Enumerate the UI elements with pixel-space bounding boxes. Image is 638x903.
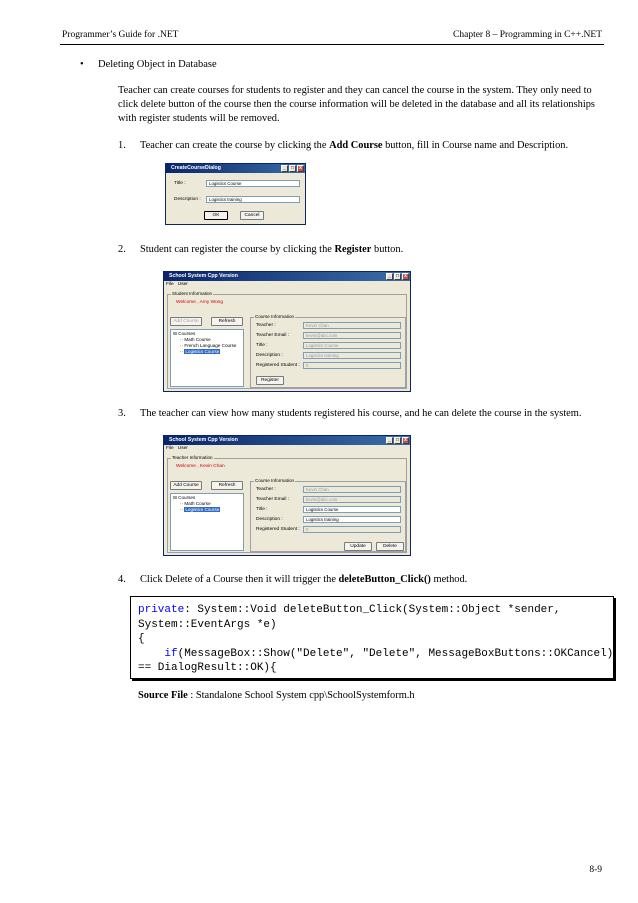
close-icon[interactable]: x: [402, 273, 409, 280]
teacher-email-label: Teacher Email :: [256, 497, 290, 502]
minimize-icon[interactable]: _: [386, 273, 393, 280]
description-field[interactable]: Logistics training: [303, 516, 401, 523]
cancel-button[interactable]: Cancel: [240, 211, 264, 220]
title-label: Title :: [174, 181, 186, 186]
source-file-note: Source File : Standalone School System cpp\SchoolSystemform.h: [138, 690, 415, 701]
course-title-field[interactable]: Logistics Course: [303, 506, 401, 513]
tree-node-course-selected[interactable]: ·· Logistics Course: [180, 507, 220, 512]
menu-user[interactable]: User: [177, 282, 188, 287]
teacher-email-field[interactable]: kevin@abc.com: [303, 496, 401, 503]
group-label: Student Information: [172, 291, 213, 296]
register-button[interactable]: Register: [256, 376, 284, 385]
delete-button[interactable]: Delete: [376, 542, 404, 551]
group-label: Course Information: [255, 478, 295, 483]
collapse-icon[interactable]: ⊟: [173, 495, 179, 500]
section-title: Deleting Object in Database: [98, 59, 217, 70]
code-keyword: private: [138, 604, 185, 616]
bullet-icon: •: [80, 59, 84, 70]
step-number: 2.: [118, 244, 126, 255]
welcome-text: Welcome , Amy Wong: [176, 300, 224, 305]
teacher-label: Teacher :: [256, 487, 276, 492]
course-title-field[interactable]: Logistics Course: [303, 342, 401, 349]
registered-student-label: Registered Student :: [256, 363, 300, 368]
step-number: 4.: [118, 574, 126, 585]
teacher-field[interactable]: Kevin Chan: [303, 486, 401, 493]
close-icon[interactable]: x: [402, 437, 409, 444]
title-field[interactable]: Logistics Course: [206, 180, 300, 187]
description-label: Description :: [256, 517, 283, 522]
update-button[interactable]: Update: [344, 542, 372, 551]
description-field[interactable]: Logistics training: [303, 352, 401, 359]
window-titlebar: School System Cpp Version _ □ x: [164, 272, 410, 281]
student-window: [163, 271, 411, 392]
tree-node-course[interactable]: ·· French Language Course: [180, 343, 237, 348]
maximize-icon[interactable]: □: [290, 165, 295, 171]
teacher-window: [163, 435, 411, 556]
minimize-icon[interactable]: _: [386, 437, 393, 444]
window-titlebar: School System Cpp Version _ □ x: [164, 436, 410, 445]
tree-node-courses[interactable]: ⊟ Courses: [173, 495, 196, 500]
page-number: 8-9: [589, 865, 602, 875]
refresh-button[interactable]: Refresh: [211, 317, 243, 326]
teacher-email-field[interactable]: kevin@abc.com: [303, 332, 401, 339]
code-block: [130, 596, 614, 679]
group-label: Course Information: [255, 314, 295, 319]
code-line-5: == DialogResult::OK){: [138, 662, 277, 675]
add-course-button[interactable]: Add Course: [170, 481, 202, 490]
intro-paragraph: Teacher can create courses for students to register and they can cancel the course in the system. They only need to click delete button of the course then the course information will be deleted in the database and all its relationships with register students will be removed.: [118, 85, 595, 125]
header-rule: [60, 44, 604, 45]
maximize-icon[interactable]: □: [395, 273, 400, 279]
running-header-left: Programmer’s Guide for .NET: [62, 30, 179, 40]
description-label: Description :: [174, 197, 201, 202]
step-number: 3.: [118, 408, 126, 419]
course-title-label: Title :: [256, 507, 268, 512]
menu-file[interactable]: File: [166, 446, 174, 451]
close-icon[interactable]: x: [297, 165, 304, 172]
step-text: Student can register the course by clicking the Register button.: [140, 244, 404, 255]
running-header-right: Chapter 8 – Programming in C++.NET: [453, 30, 602, 40]
tree-node-course-selected[interactable]: ·· Logistics Course: [180, 349, 220, 354]
description-field[interactable]: Logistics training: [206, 196, 300, 203]
minimize-icon[interactable]: _: [281, 165, 288, 172]
code-line-4: (MessageBox::Show("Delete", "Delete", MessageBoxButtons::OKCancel): [177, 647, 614, 660]
menu-bar: [164, 281, 410, 288]
dialog-titlebar: CreateCourseDialog _ □ x: [166, 164, 305, 173]
step-text: Click Delete of a Course then it will trigger the deleteButton_Click() method.: [140, 574, 468, 585]
step-text: The teacher can view how many students registered his course, and he can delete the course in the system.: [140, 408, 582, 419]
code-keyword: if: [164, 647, 178, 660]
menu-bar: [164, 445, 410, 452]
code-line-1: : System::Void deleteButton_Click(System::Object *sender,: [184, 604, 561, 616]
code-line-3: {: [138, 633, 145, 646]
tree-node-course[interactable]: ·· Math Course: [180, 501, 211, 506]
teacher-label: Teacher :: [256, 323, 276, 328]
code-line-2: System::EventArgs *e): [138, 618, 277, 631]
teacher-email-label: Teacher Email :: [256, 333, 290, 338]
course-tree[interactable]: [170, 493, 244, 551]
course-tree[interactable]: [170, 329, 244, 387]
tree-node-courses[interactable]: ⊟ Courses: [173, 331, 196, 336]
tree-node-course[interactable]: ·· Math Course: [180, 337, 211, 342]
registered-student-field[interactable]: 0: [303, 362, 401, 369]
teacher-field[interactable]: Kevin Chan: [303, 322, 401, 329]
ok-button[interactable]: OK: [204, 211, 228, 220]
registered-student-label: Registered Student :: [256, 527, 300, 532]
welcome-text: Welcome , Kevin Chan: [176, 464, 225, 469]
registered-student-field[interactable]: 0: [303, 526, 401, 533]
maximize-icon[interactable]: □: [395, 437, 400, 443]
collapse-icon[interactable]: ⊟: [173, 331, 179, 336]
create-course-dialog: [165, 163, 306, 225]
course-title-label: Title :: [256, 343, 268, 348]
menu-file[interactable]: File: [166, 282, 174, 287]
description-label: Description :: [256, 353, 283, 358]
add-course-button[interactable]: Add Course: [170, 317, 202, 326]
refresh-button[interactable]: Refresh: [211, 481, 243, 490]
group-label: Teacher Information: [172, 455, 213, 460]
menu-user[interactable]: User: [177, 446, 188, 451]
step-text: Teacher can create the course by clicking the Add Course button, fill in Course name and Description.: [140, 140, 569, 151]
step-number: 1.: [118, 140, 126, 151]
